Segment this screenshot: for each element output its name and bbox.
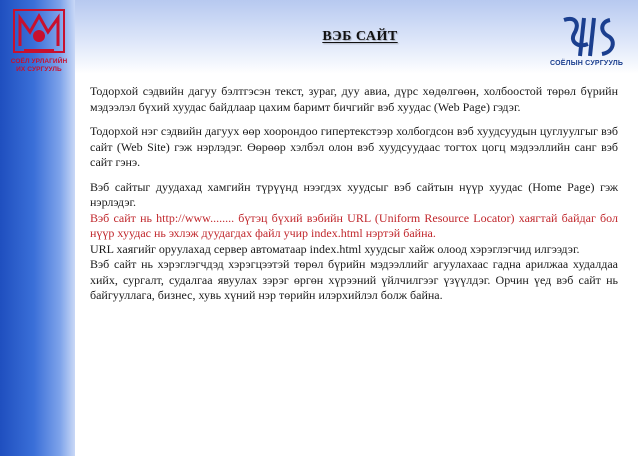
school-emblem-icon — [558, 14, 628, 58]
paragraph-url: Вэб сайт нь http://www........ бүтэц бүхий вэбийн URL (Uniform Resource Locator) хаягтай байдаг бол нүүр хуудас нь эхлэж дуудагдах файл учир index.html нэртэй байна. — [90, 210, 618, 240]
university-logo-caption-line2: ИХ СУРГУУЛЬ — [16, 66, 62, 73]
university-logo — [4, 6, 74, 74]
university-logo-caption-line1: СОЁЛ УРЛАГИЙН — [10, 58, 68, 65]
page-title: ВЭБ САЙТ — [322, 29, 398, 44]
university-emblem-icon — [10, 6, 68, 56]
school-logo — [550, 14, 635, 67]
school-logo-caption: СОЁЛЫН СУРГУУЛЬ — [550, 60, 624, 67]
paragraph-services: Вэб сайт нь хэрэглэгчдэд хэрэгцээтэй төрөл бүрийн мэдээллийг агуулахаас гадна арилжаа худалдаа хийх, сургалт, судалгаа явуулах зэрэг өргөн хүрээний үйлчилгээг үзүүлдэг. Орчин үед вэб сайт нь байгууллага, бизнес, хувь хүний нэр төрийн илэрхийлэл болж байна. — [90, 257, 618, 302]
paragraph-index-html: URL хаягийг оруулахад сервер автоматаар index.html хуудсыг хайж олоод хэрэглэгчид илгээдэг. — [90, 241, 580, 256]
paragraph-home-page: Вэб сайтыг дуудахад хамгийн түрүүнд нээгдэх хуудсыг вэб сайтын нүүр хуудас (Home Page) гэж нэрлэдэг. — [90, 179, 618, 209]
content-body — [90, 84, 618, 304]
paragraph-web-site: Тодорхой нэг сэдвийн дагуух өөр хоорондоо гипертекстээр холбогдсон вэб хуудсуудын цуглуулгыг вэб сайт (Web Site) гэж нэрлэдэг. Өөрөөр хэлбэл олон вэб хуудсуудаас тогтох цогц мэдээллийн санг вэб сайт гэнэ. — [90, 124, 618, 169]
paragraph-web-page: Тодорхой сэдвийн дагуу бэлтгэсэн текст, зураг, дуу авиа, дүрс хөдөлгөөн, холбоостой төрөл бүрийн мэдээлэл бүхий хуудас байдлаар цахим баримт бичгийг вэб хуудас (Web Page) гэдэг. — [90, 84, 618, 114]
